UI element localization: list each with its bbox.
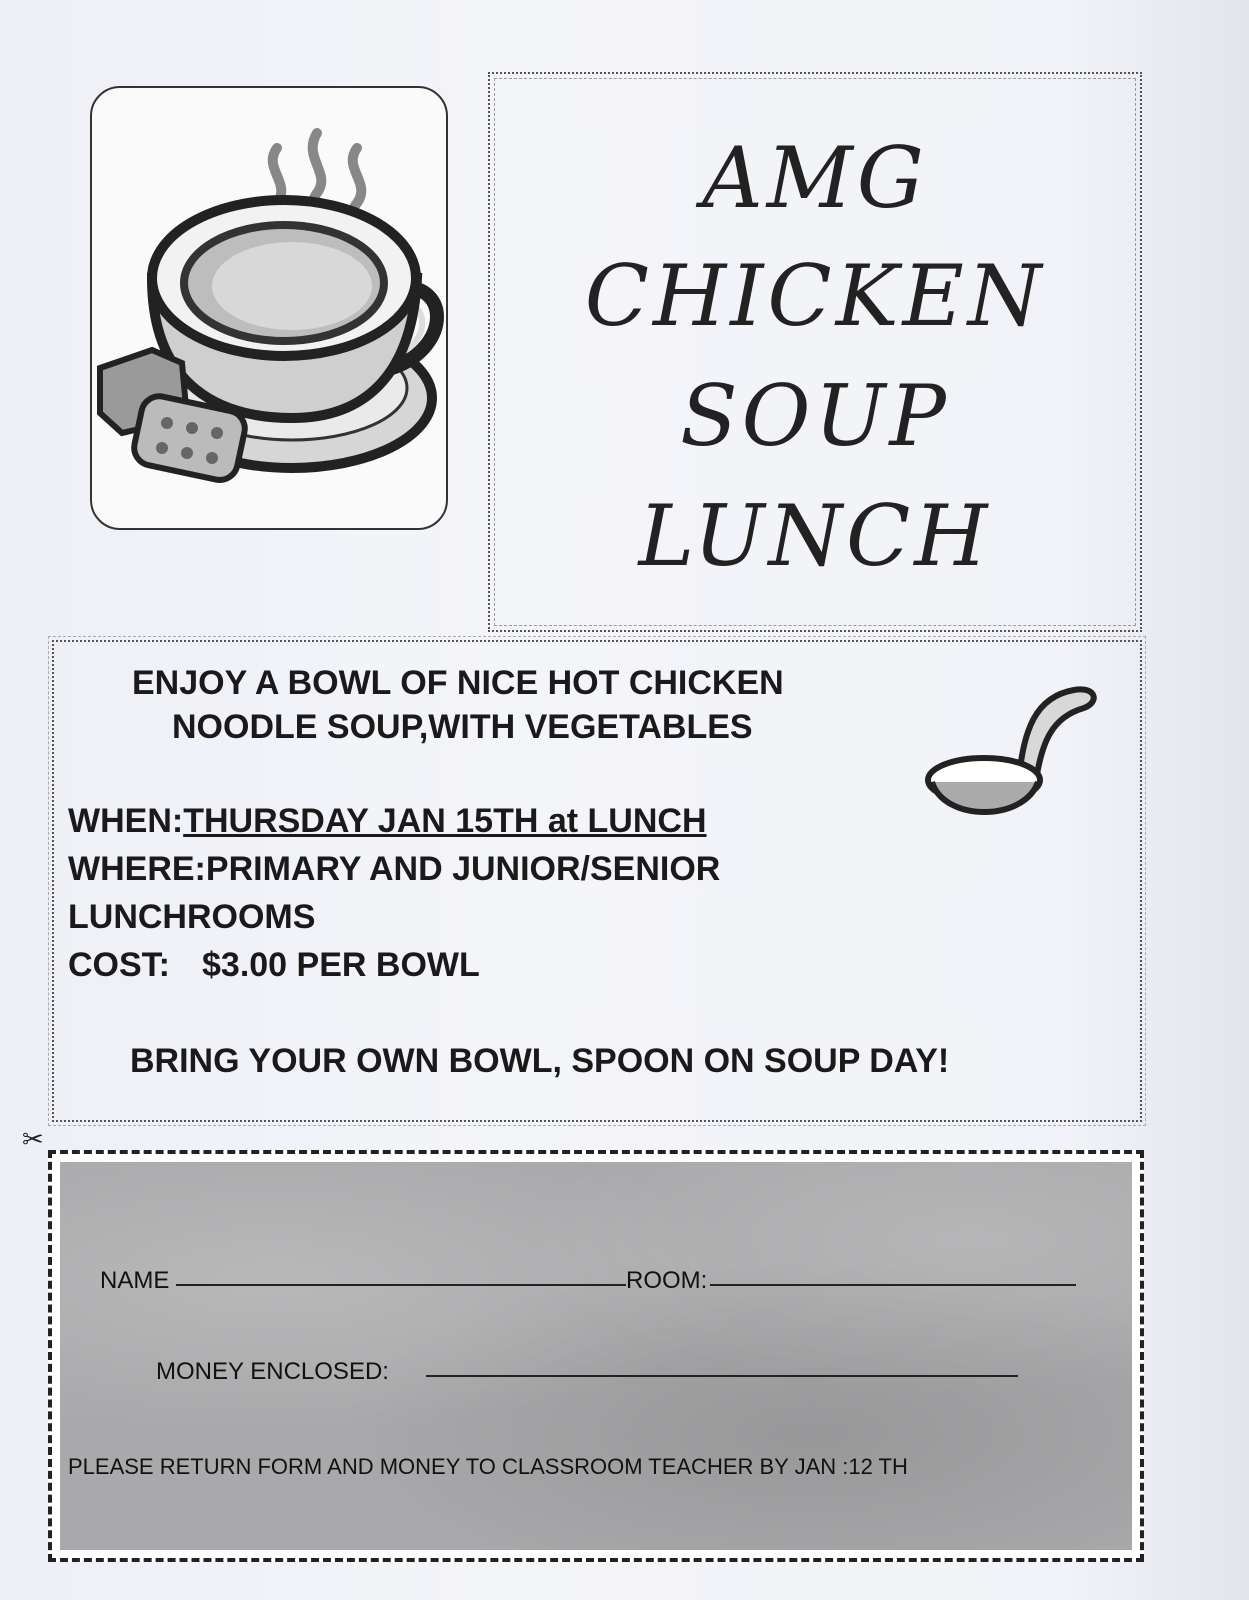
headline-line-2: NOODLE SOUP,WITH VEGETABLES [172, 708, 753, 746]
name-field-line[interactable] [176, 1284, 626, 1286]
ladle-icon [924, 672, 1104, 822]
when-value: THURSDAY JAN 15TH at LUNCH [183, 802, 707, 840]
title-line-4: LUNCH [638, 487, 992, 585]
title-line-1: AMG [702, 129, 928, 227]
event-details-box [52, 640, 1142, 1122]
soup-illustration-panel [90, 86, 448, 530]
title-line-3: SOUP [680, 367, 950, 465]
scissors-icon: ✂ [22, 1124, 44, 1154]
order-form [48, 1150, 1144, 1562]
where-value: PRIMARY AND JUNIOR/SENIOR [205, 850, 721, 888]
money-enclosed-label: MONEY ENCLOSED: [156, 1358, 389, 1385]
money-enclosed-field-line[interactable] [426, 1375, 1018, 1377]
where-value-continued: LUNCHROOMS [68, 898, 316, 936]
room-field-line[interactable] [710, 1284, 1076, 1286]
cost-label: COST: [68, 946, 170, 984]
where-row [68, 850, 720, 889]
soup-cup-icon [92, 88, 448, 530]
when-label: WHEN: [68, 802, 184, 840]
cost-value: $3.00 PER BOWL [202, 946, 480, 984]
name-label: NAME [100, 1267, 170, 1294]
where-label: WHERE: [68, 850, 206, 888]
when-row [68, 802, 707, 841]
return-instructions: PLEASE RETURN FORM AND MONEY TO CLASSROOM TEACHER BY JAN :12 TH [68, 1454, 908, 1479]
headline-line-1: ENJOY A BOWL OF NICE HOT CHICKEN [132, 664, 784, 702]
room-label: ROOM: [626, 1267, 708, 1294]
form-background [60, 1162, 1132, 1550]
reminder-text: BRING YOUR OWN BOWL, SPOON ON SOUP DAY! [130, 1042, 950, 1080]
title-line-2: CHICKEN [584, 247, 1046, 345]
title-box [488, 72, 1142, 632]
cost-row [68, 946, 480, 985]
